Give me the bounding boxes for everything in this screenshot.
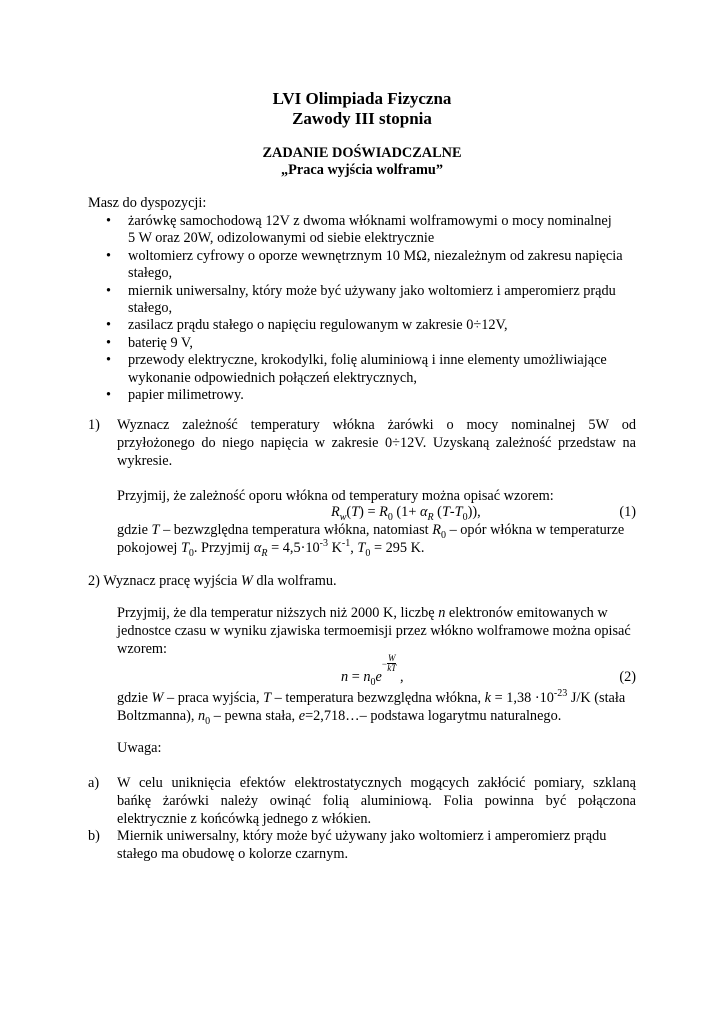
list-item bbox=[88, 248, 648, 283]
where-text: pokojowej bbox=[117, 540, 178, 556]
task2-where-line1: gdzie W – praca wyjścia, T – temperatura bezwzględna włókna, $k = 1,38 \cdot 10^{-23}$ J/K (stała bbox=[117, 688, 626, 706]
note-a-label: a) bbox=[88, 775, 100, 791]
list-item bbox=[88, 335, 648, 352]
list-item-line: papier milimetrowy. bbox=[128, 387, 244, 404]
list-item-line: baterię 9 V, bbox=[128, 334, 193, 351]
equation-1-number: (1) bbox=[619, 504, 636, 520]
task2-line: wzorem: bbox=[117, 641, 168, 657]
note-a-line: elektrycznie z końcówką jednego z włókien. bbox=[117, 811, 372, 827]
where-text: – praca wyjścia, bbox=[167, 690, 260, 706]
list-item-line: zasilacz prądu stałego o napięciu regulowanym w zakresie 0÷12V, bbox=[128, 317, 508, 334]
bullet-icon: • bbox=[106, 334, 112, 351]
task2-line bbox=[117, 605, 608, 622]
task2-heading bbox=[88, 573, 337, 590]
k-exponent: -23 bbox=[553, 688, 568, 700]
where-text: . Przyjmij bbox=[193, 540, 251, 556]
where-text: – temperatura bezwzględna włókna, bbox=[274, 690, 482, 706]
bullet-icon: • bbox=[106, 387, 112, 404]
task2-text: Przyjmij, że dla temperatur niższych niż 2000 K, liczbę bbox=[117, 605, 435, 621]
task2-heading-text: dla wolframu. bbox=[256, 573, 337, 589]
k-unit: J/K (stała bbox=[570, 690, 626, 706]
symbol-t: T bbox=[151, 522, 160, 538]
alpha-unit: K bbox=[331, 540, 342, 556]
bullet-icon: • bbox=[106, 282, 112, 299]
list-item bbox=[88, 213, 648, 248]
task1-line: wykresie. bbox=[117, 453, 173, 469]
note-b-line: stałego ma obudowę o kolorze czarnym. bbox=[117, 846, 349, 862]
task1-number: 1) bbox=[88, 417, 100, 433]
bullet-icon: • bbox=[106, 317, 112, 334]
list-item-line: 5 W oraz 20W, odizolowanymi od siebie elektrycznie bbox=[128, 230, 435, 247]
bullet-icon: • bbox=[106, 352, 112, 369]
list-item-line: przewody elektryczne, krokodylki, folię aluminiową i inne elementy umożliwiające bbox=[128, 352, 607, 369]
symbol-n: n bbox=[438, 605, 446, 621]
list-item-line: żarówkę samochodową 12V z dwoma włóknami wolframowymi o mocy nominalnej bbox=[128, 213, 612, 229]
task1-line: przyłożonego do niego napięcia w zakresie 0÷12V. Uzyskaną zależność przedstaw na bbox=[117, 435, 636, 451]
where-text: Boltzmanna), bbox=[117, 708, 195, 724]
equipment-list bbox=[88, 213, 648, 404]
k-value: = 1,38 ·10 bbox=[494, 690, 554, 706]
list-item bbox=[88, 352, 648, 387]
note-a-line: W celu uniknięcia efektów elektrostatycznych mogących zakłócić pomiary, szklaną bbox=[117, 775, 636, 791]
where-text: – opór włókna w temperaturze bbox=[449, 522, 625, 538]
task-kind: ZADANIE DOŚWIADCZALNE bbox=[262, 145, 462, 161]
task2-heading-text: 2) Wyznacz pracę wyjścia bbox=[88, 573, 238, 589]
task1-where-line2: pokojowej $T_0$. Przyjmij $\alpha_R = 4,5\cdot 10^{-3}$ $K^{-1}$, $T_0 = 295$ K. bbox=[117, 538, 425, 559]
list-item-line: wykonanie odpowiednich połączeń elektrycznych, bbox=[128, 369, 418, 386]
alpha-exponent: -3 bbox=[319, 538, 328, 550]
task2-line: jednostce czasu w wyniku zjawiska termoemisji przez włókno wolframowe można opisać bbox=[117, 623, 631, 639]
note-b-label: b) bbox=[88, 828, 100, 844]
equation-1-formula: $R_w(T) = R_0$ ($1+ \alpha_R$ $(T-T_0)$), bbox=[331, 504, 481, 523]
list-item bbox=[88, 387, 648, 404]
list-item bbox=[88, 317, 648, 334]
symbol-w: W bbox=[240, 573, 253, 589]
list-item-line: stałego, bbox=[128, 300, 173, 317]
t0-value: = 295 K. bbox=[373, 540, 425, 556]
task-name: „Praca wyjścia wolframu” bbox=[281, 162, 443, 178]
task2-where-line2: Boltzmanna), $n_0$ – pewna stała, e=2,718…– podstawa logarytmu naturalnego. bbox=[117, 708, 562, 727]
equation-2-formula: $n = n_0e^-$ $\frac{W}{kT}$ , bbox=[341, 653, 404, 688]
where-text: – pewna stała, bbox=[213, 708, 296, 724]
task1-where-line1: gdzie T – bezwzględna temperatura włókna, natomiast $R_0$ – opór włókna w temperaturze bbox=[117, 522, 625, 541]
note-b-line: Miernik uniwersalny, który może być używany jako woltomierz i amperomierz prądu bbox=[117, 828, 607, 844]
alpha-value: = 4,5·10 bbox=[271, 540, 320, 556]
task2-text: elektronów emitowanych w bbox=[448, 605, 608, 621]
note-a-line: bańkę żarówki należy owinąć folią aluminiową. Folia powinna być połączona bbox=[117, 793, 636, 809]
task1-assume: Przyjmij, że zależność oporu włókna od temperatury można opisać wzorem: bbox=[117, 488, 554, 504]
equation-2-number: (2) bbox=[619, 669, 636, 685]
bullet-icon: • bbox=[106, 213, 112, 229]
where-text: – podstawa logarytmu naturalnego. bbox=[359, 708, 562, 724]
list-item bbox=[88, 283, 648, 318]
intro-text: Masz do dyspozycji: bbox=[88, 195, 207, 211]
where-text: – bezwzględna temperatura włókna, natomiast bbox=[163, 522, 429, 538]
note-heading: Uwaga: bbox=[117, 740, 162, 756]
stage-title: Zawody III stopnia bbox=[292, 109, 432, 128]
bullet-icon: • bbox=[106, 247, 112, 264]
alpha-unit-exponent: -1 bbox=[341, 538, 351, 550]
where-text: gdzie bbox=[117, 690, 148, 706]
olympiad-title: LVI Olimpiada Fizyczna bbox=[272, 89, 452, 108]
task1-line: Wyznacz zależność temperatury włókna żarówki o mocy nominalnej 5W od bbox=[117, 417, 636, 433]
list-item-line: woltomierz cyfrowy o oporze wewnętrznym 10 MΩ, niezależnym od zakresu napięcia bbox=[128, 247, 623, 264]
e-value: =2,718… bbox=[305, 708, 360, 724]
list-item-line: stałego, bbox=[128, 265, 173, 282]
where-text: gdzie bbox=[117, 522, 148, 538]
list-item-line: miernik uniwersalny, który może być używany jako woltomierz i amperomierz prądu bbox=[128, 282, 616, 299]
